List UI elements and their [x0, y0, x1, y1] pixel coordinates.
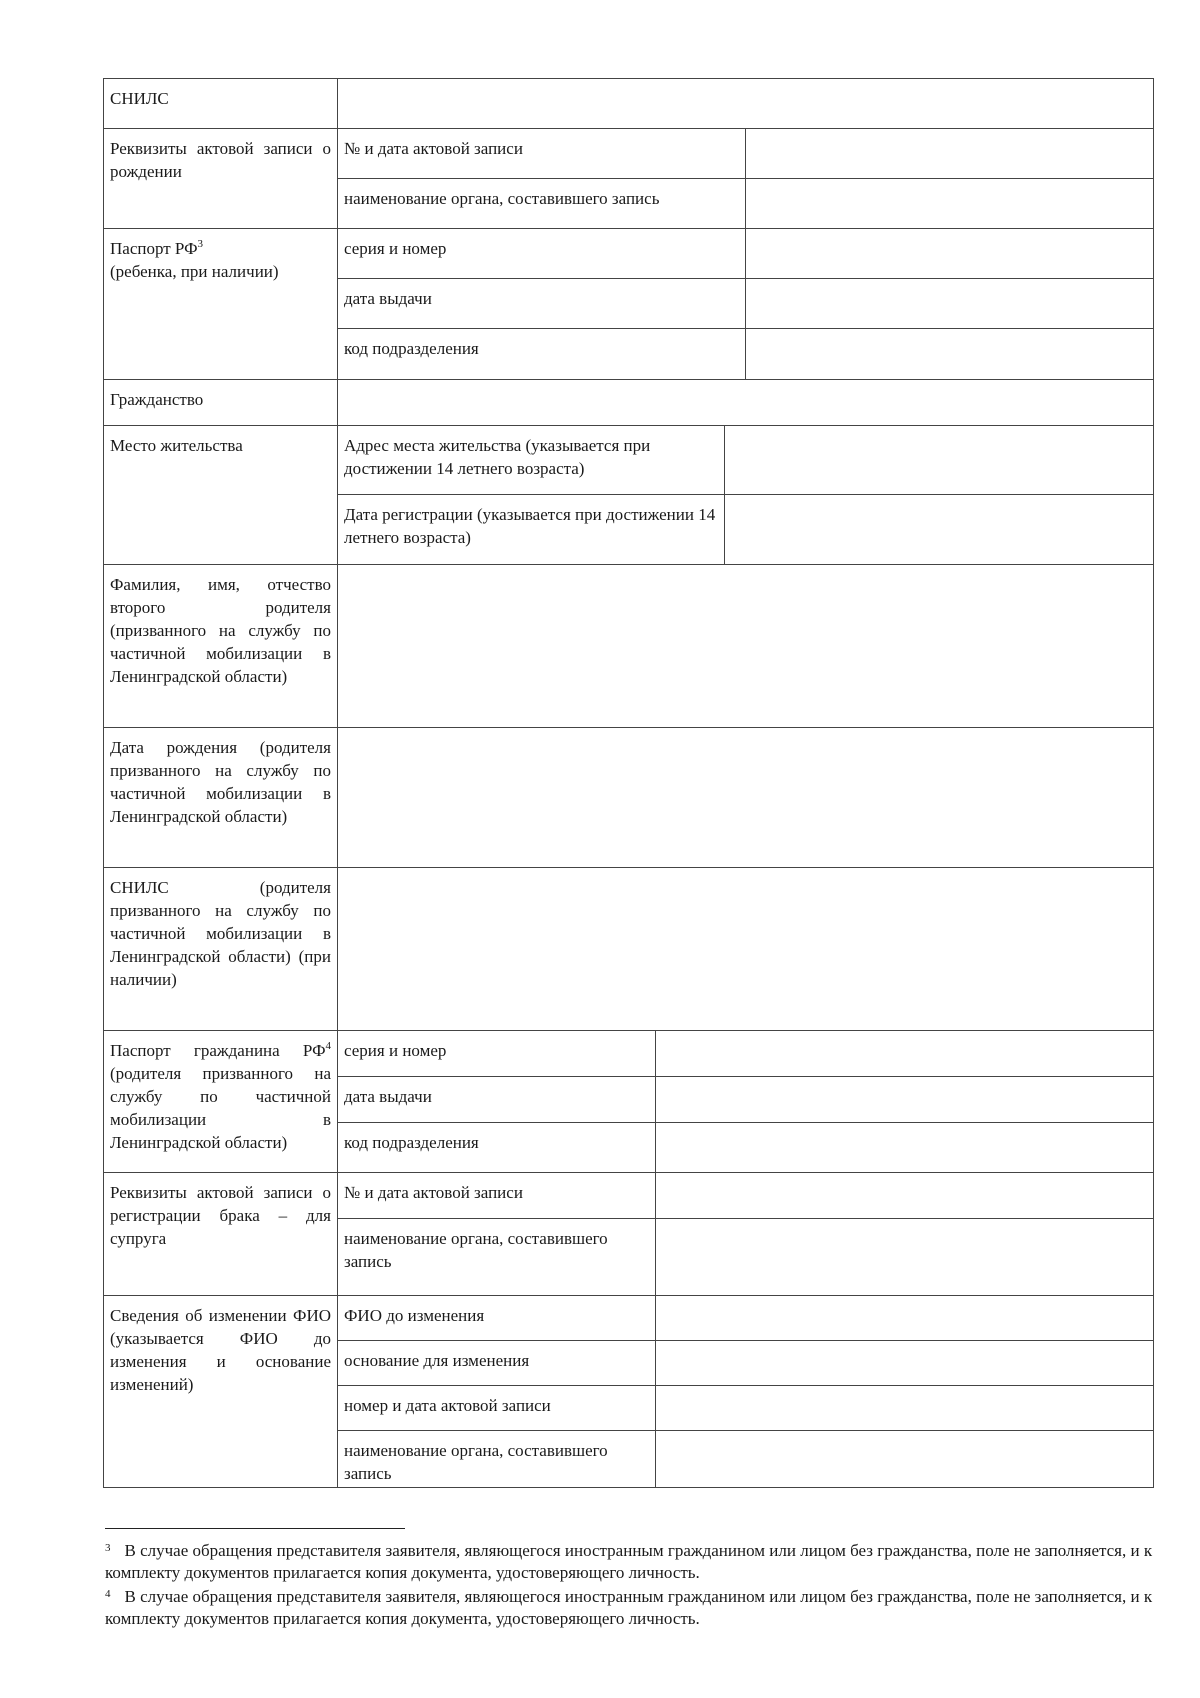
footnote-3-text: В случае обращения представителя заявителя, являющегося иностранным гражданином или лицом без гражданства, поле не заполняется, и к комплекту документов прилагается копия документа, удостоверяющего личность. [105, 1541, 1153, 1582]
marriage-record-label-cell [103, 1172, 338, 1296]
citizenship-label-cell [103, 379, 338, 426]
name-change-old-fio-label: ФИО до изменения [344, 1306, 485, 1325]
passport-child-code-field[interactable] [745, 328, 1154, 380]
parent-snils-label: СНИЛС (родителя призванного на службу по частичной мобилизации в Ленинградской области) (при наличии) [110, 878, 331, 989]
passport-child-code-label: код подразделения [344, 339, 479, 358]
name-change-label-cell [103, 1295, 338, 1488]
snils-value-field[interactable] [337, 78, 1154, 129]
footnote-3-mark: 3 [105, 1542, 111, 1554]
parent-passport-code-label-cell [337, 1122, 656, 1173]
marriage-record-authority-label: наименование органа, составившего запись [344, 1229, 608, 1271]
residence-registration-field[interactable] [724, 494, 1154, 565]
name-change-record-field[interactable] [655, 1385, 1154, 1431]
passport-child-label: Паспорт РФ [110, 239, 198, 258]
name-change-authority-field[interactable] [655, 1430, 1154, 1488]
footnote-3 [105, 1540, 1155, 1584]
marriage-record-number-label-cell [337, 1172, 656, 1219]
birth-record-authority-label-cell [337, 178, 746, 229]
footnote-ref-3: 3 [197, 238, 204, 250]
birth-record-number-field[interactable] [745, 128, 1154, 179]
passport-child-code-label-cell [337, 328, 746, 380]
snils-label-cell [103, 78, 338, 129]
footnote-4-text: В случае обращения представителя заявителя, являющегося иностранным гражданином или лицом без гражданства, поле не заполняется, и к комплекту документов прилагается копия документа, удостоверяющего личность. [105, 1587, 1153, 1628]
passport-child-series-label-cell [337, 228, 746, 279]
parent-dob-label-cell [103, 727, 338, 868]
birth-record-number-label: № и дата актовой записи [344, 139, 523, 158]
passport-child-series-label: серия и номер [344, 239, 447, 258]
passport-child-series-field[interactable] [745, 228, 1154, 279]
footnote-ref-4: 4 [325, 1040, 331, 1052]
birth-record-authority-field[interactable] [745, 178, 1154, 229]
footnote-separator [105, 1528, 405, 1529]
name-change-authority-label-cell [337, 1430, 656, 1488]
parent-snils-label-cell [103, 867, 338, 1031]
residence-address-label-cell [337, 425, 725, 495]
passport-child-sublabel: (ребенка, при наличии) [110, 262, 279, 281]
residence-registration-label-cell [337, 494, 725, 565]
name-change-authority-label: наименование органа, составившего запись [344, 1441, 608, 1483]
residence-address-field[interactable] [724, 425, 1154, 495]
citizenship-field[interactable] [337, 379, 1154, 426]
parent-passport-code-field[interactable] [655, 1122, 1154, 1173]
parent-fio-label: Фамилия, имя, отчество второго родителя (призванного на службу по частичной мобилизации в Ленинградской области) [110, 575, 331, 686]
parent-fio-label-cell [103, 564, 338, 728]
marriage-record-authority-label-cell [337, 1218, 656, 1296]
footnote-4 [105, 1586, 1155, 1630]
residence-address-label: Адрес места жительства (указывается при достижении 14 летнего возраста) [344, 436, 651, 478]
passport-child-date-label: дата выдачи [344, 289, 432, 308]
parent-passport-label: Паспорт гражданина РФ [110, 1041, 326, 1060]
birth-record-label: Реквизиты актовой записи о рождении [110, 139, 331, 181]
snils-label: СНИЛС [110, 89, 169, 108]
passport-child-label-cell [103, 228, 338, 380]
residence-label: Место жительства [110, 436, 243, 455]
birth-record-number-label-cell [337, 128, 746, 179]
parent-fio-field[interactable] [337, 564, 1154, 728]
name-change-record-label: номер и дата актовой записи [344, 1396, 551, 1415]
parent-passport-date-label-cell [337, 1076, 656, 1123]
residence-registration-label: Дата регистрации (указывается при достижении 14 летнего возраста) [344, 505, 716, 547]
marriage-record-number-label: № и дата актовой записи [344, 1183, 523, 1202]
name-change-reason-label-cell [337, 1340, 656, 1386]
parent-passport-series-label: серия и номер [344, 1041, 447, 1060]
birth-record-authority-label: наименование органа, составившего запись [344, 189, 660, 208]
parent-passport-date-field[interactable] [655, 1076, 1154, 1123]
name-change-record-label-cell [337, 1385, 656, 1431]
parent-passport-code-label: код подразделения [344, 1133, 479, 1152]
parent-dob-label: Дата рождения (родителя призванного на службу по частичной мобилизации в Ленинградской области) [110, 738, 331, 826]
residence-label-cell [103, 425, 338, 565]
passport-child-date-label-cell [337, 278, 746, 329]
parent-passport-date-label: дата выдачи [344, 1087, 432, 1106]
marriage-record-number-field[interactable] [655, 1172, 1154, 1219]
citizenship-label: Гражданство [110, 390, 204, 409]
name-change-label: Сведения об изменении ФИО (указывается ФИО до изменения и основание изменений) [110, 1306, 331, 1394]
footnote-4-mark: 4 [105, 1588, 111, 1600]
parent-passport-label-cell [103, 1030, 338, 1173]
parent-passport-series-field[interactable] [655, 1030, 1154, 1077]
birth-record-label-cell [103, 128, 338, 229]
name-change-reason-field[interactable] [655, 1340, 1154, 1386]
parent-passport-series-label-cell [337, 1030, 656, 1077]
name-change-old-fio-field[interactable] [655, 1295, 1154, 1341]
marriage-record-label: Реквизиты актовой записи о регистрации брака – для супруга [110, 1183, 331, 1248]
marriage-record-authority-field[interactable] [655, 1218, 1154, 1296]
name-change-old-fio-label-cell [337, 1295, 656, 1341]
parent-snils-field[interactable] [337, 867, 1154, 1031]
name-change-reason-label: основание для изменения [344, 1351, 530, 1370]
parent-passport-sublabel: (родителя призванного на службу по частичной мобилизации в Ленинградской области) [110, 1064, 331, 1152]
parent-dob-field[interactable] [337, 727, 1154, 868]
passport-child-date-field[interactable] [745, 278, 1154, 329]
